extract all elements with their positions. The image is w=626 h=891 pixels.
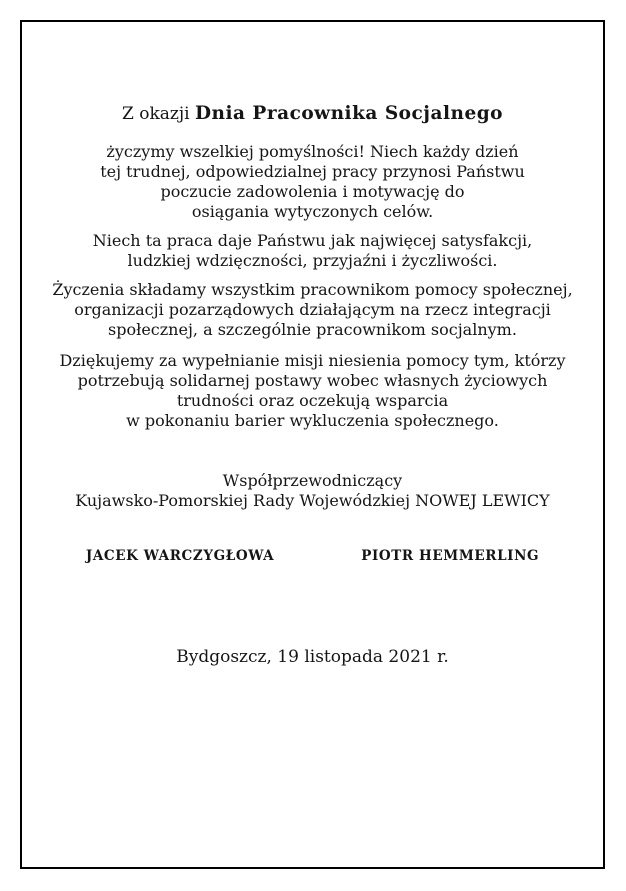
- title-occasion-highlight: Dnia Pracownika Socjalnego: [194, 103, 503, 124]
- signatory-heading-line: Współprzewodniczący: [222, 471, 403, 490]
- wish-paragraph-4: [22, 351, 603, 431]
- title-prefix: Z okazji: [122, 104, 195, 124]
- paragraph-line: Dziękujemy za wypełnianie misji niesienia pomocy tym, którzy: [59, 351, 566, 370]
- paragraph-line: życzymy wszelkiej pomyślności! Niech każdy dzień: [106, 142, 519, 161]
- place-and-date-line: Bydgoszcz, 19 listopada 2021 r.: [176, 647, 449, 667]
- paragraph-line: osiągania wytyczonych celów.: [191, 202, 434, 221]
- signature-name-right: PIOTR HEMMERLING: [361, 548, 540, 564]
- signature-names-row: [22, 548, 603, 564]
- paragraph-line: Niech ta praca daje Państwu jak najwięcej satysfakcji,: [92, 231, 533, 250]
- paragraph-line: trudności oraz oczekują wsparcia: [176, 391, 449, 410]
- wish-paragraph-1: [22, 142, 603, 222]
- paragraph-line: ludzkiej wdzięczności, przyjaźni i życzliwości.: [127, 251, 498, 270]
- paragraph-line: potrzebują solidarnej postawy wobec własnych życiowych: [77, 371, 548, 390]
- paragraph-line: organizacji pozarządowych działającym na rzecz integracji: [74, 300, 551, 319]
- wish-paragraph-3: [22, 280, 603, 340]
- paragraph-line: Życzenia składamy wszystkim pracownikom pomocy społecznej,: [52, 280, 573, 299]
- paragraph-line: społecznej, a szczególnie pracownikom socjalnym.: [108, 320, 517, 339]
- signature-name-left: JACEK WARCZYGŁOWA: [85, 548, 275, 564]
- paragraph-line: tej trudnej, odpowiedzialnej pracy przynosi Państwu: [100, 162, 525, 181]
- wish-paragraph-2: [22, 231, 603, 271]
- paragraph-line: w pokonaniu barier wykluczenia społecznego.: [126, 411, 499, 430]
- paragraph-line: poczucie zadowolenia i motywację do: [160, 182, 465, 201]
- signatory-heading: [22, 471, 603, 511]
- signatory-heading-line: Kujawsko-Pomorskiej Rady Wojewódzkiej NOWEJ LEWICY: [75, 491, 550, 510]
- letter-content: [22, 22, 603, 668]
- page-border-frame: [20, 20, 605, 869]
- letter-title: [22, 102, 603, 126]
